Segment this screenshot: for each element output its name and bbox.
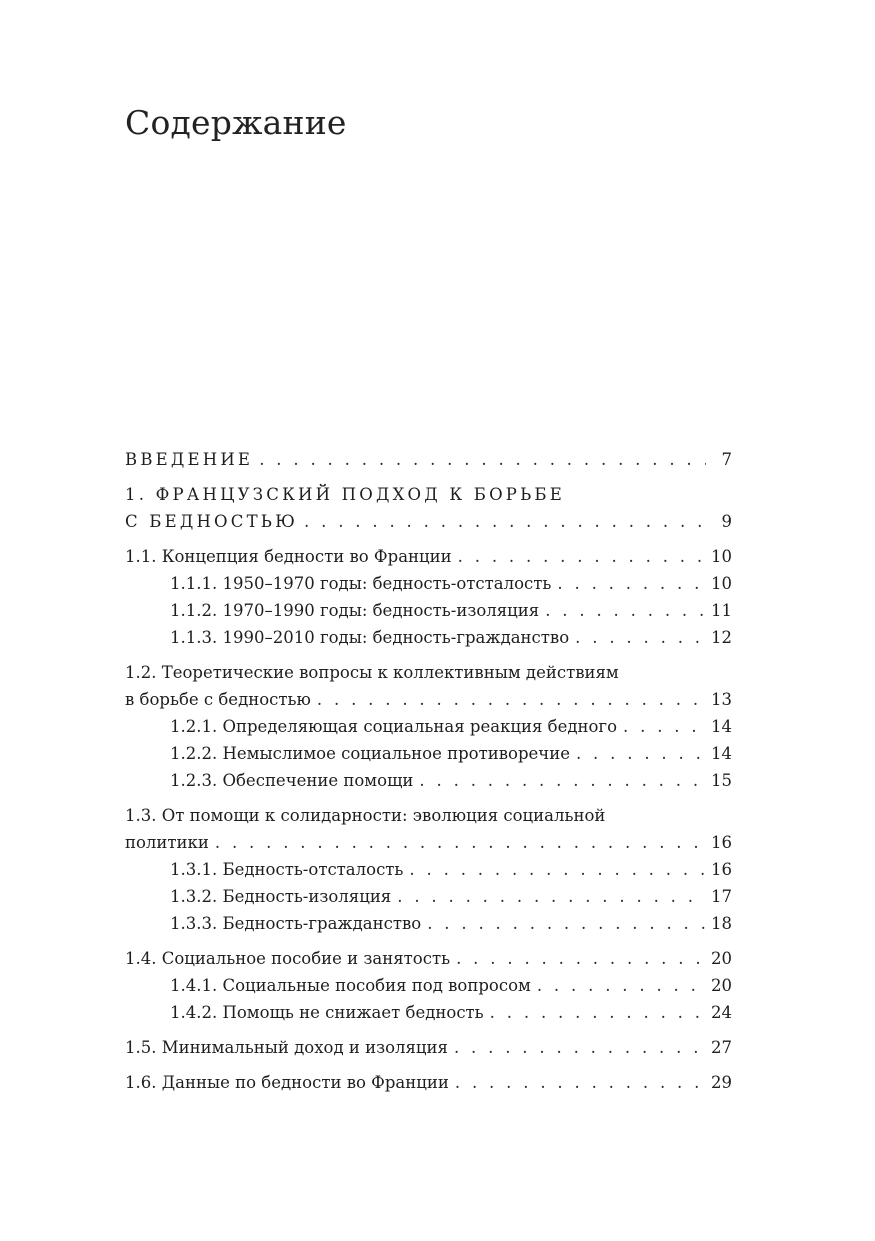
dot-leader <box>419 767 705 794</box>
toc-entry-1-5[interactable] <box>125 1034 732 1061</box>
toc-entry-text: 1.4. Социальное пособие и занятость <box>125 949 451 968</box>
toc-page-number: 12 <box>711 628 732 647</box>
toc-entry-text: 1.1.3. 1990–2010 годы: бедность-гражданство <box>170 628 570 647</box>
toc-page-number: 16 <box>711 833 732 852</box>
toc-page-number: 11 <box>711 601 732 620</box>
dot-leader <box>259 446 706 473</box>
dot-leader <box>490 999 705 1026</box>
dot-leader <box>576 740 705 767</box>
toc-page-number: 10 <box>711 547 732 566</box>
toc-entry-1-4-1[interactable] <box>170 972 732 999</box>
toc-page-number: 29 <box>711 1073 732 1092</box>
toc-entry-text: 1.6. Данные по бедности во Франции <box>125 1073 449 1092</box>
dot-leader <box>215 829 705 856</box>
toc-entry-text: 1.2.2. Немыслимое социальное противоречие <box>170 744 570 763</box>
toc-page-number: 17 <box>711 887 732 906</box>
toc-entry-1-3-2[interactable] <box>170 883 732 910</box>
toc-entry-text-line2: С БЕДНОСТЬЮ <box>125 512 299 531</box>
dot-leader <box>304 508 706 535</box>
dot-leader <box>458 543 705 570</box>
toc-page-number: 15 <box>711 771 732 790</box>
toc-entry-text-line2: в борьбе с бедностью <box>125 690 311 709</box>
toc-page-number: 14 <box>711 744 732 763</box>
toc-entry-text: 1.2.1. Определяющая социальная реакция бедного <box>170 717 618 736</box>
toc-entry-1-1-2[interactable] <box>170 597 732 624</box>
toc-page-number: 24 <box>711 1003 732 1022</box>
toc-page-number: 14 <box>711 717 732 736</box>
toc-entry-text: 1.3.3. Бедность-гражданство <box>170 914 422 933</box>
toc-entry-text: 1.3.2. Бедность-изоляция <box>170 887 392 906</box>
dot-leader <box>397 883 705 910</box>
toc-entry-text: 1.1. Концепция бедности во Франции <box>125 547 452 566</box>
toc-page-number: 27 <box>711 1038 732 1057</box>
toc-entry-text: 1.1.1. 1950–1970 годы: бедность-отсталость <box>170 574 552 593</box>
dot-leader <box>545 597 705 624</box>
dot-leader <box>575 624 705 651</box>
toc-entry-text: 1.4.1. Социальные пособия под вопросом <box>170 976 531 995</box>
toc-entry-intro[interactable] <box>125 446 732 473</box>
toc-entry-text: 1.4.2. Помощь не снижает бедность <box>170 1003 484 1022</box>
toc-entry-text-line2: политики <box>125 833 209 852</box>
toc-page-number: 7 <box>721 450 732 469</box>
toc-page-number: 16 <box>711 860 732 879</box>
toc-entry-1-1-1[interactable] <box>170 570 732 597</box>
toc-entry-1-2-2[interactable] <box>170 740 732 767</box>
toc-page-number: 20 <box>711 976 732 995</box>
toc-page-number: 10 <box>711 574 732 593</box>
toc-entry-chapter-1[interactable] <box>125 481 732 535</box>
dot-leader <box>623 713 705 740</box>
toc-entry-text: 1.2.3. Обеспечение помощи <box>170 771 414 790</box>
toc-entry-text: 1.5. Минимальный доход и изоляция <box>125 1038 448 1057</box>
toc-entry-1-1[interactable] <box>125 543 732 570</box>
toc-entry-1-4-2[interactable] <box>170 999 732 1026</box>
dot-leader <box>557 570 705 597</box>
toc-page-number: 18 <box>711 914 732 933</box>
toc-entry-1-1-3[interactable] <box>170 624 732 651</box>
toc-entry-text-line1: 1.2. Теоретические вопросы к коллективным действиям <box>125 663 619 682</box>
dot-leader <box>317 686 705 713</box>
dot-leader <box>537 972 705 999</box>
toc-entry-1-3-3[interactable] <box>170 910 732 937</box>
dot-leader <box>427 910 705 937</box>
toc-page-number: 20 <box>711 949 732 968</box>
toc-entry-1-2-3[interactable] <box>170 767 732 794</box>
toc-entry-1-2-1[interactable] <box>170 713 732 740</box>
dot-leader <box>455 1069 705 1096</box>
toc-page-number: 9 <box>721 512 732 531</box>
table-of-contents <box>125 446 732 1096</box>
toc-entry-1-3[interactable] <box>125 802 732 856</box>
toc-entry-text-line1: 1.3. От помощи к солидарности: эволюция социальной <box>125 806 606 825</box>
page-title: Содержание <box>125 103 347 142</box>
dot-leader <box>409 856 705 883</box>
toc-entry-1-4[interactable] <box>125 945 732 972</box>
toc-entry-text: 1.3.1. Бедность-отсталость <box>170 860 404 879</box>
toc-page-number: 13 <box>711 690 732 709</box>
dot-leader <box>456 945 705 972</box>
toc-entry-1-3-1[interactable] <box>170 856 732 883</box>
dot-leader <box>454 1034 705 1061</box>
toc-entry-text: 1.1.2. 1970–1990 годы: бедность-изоляция <box>170 601 540 620</box>
toc-entry-1-2[interactable] <box>125 659 732 713</box>
toc-entry-text: ВВЕДЕНИЕ <box>125 450 254 469</box>
toc-entry-text-line1: 1. ФРАНЦУЗСКИЙ ПОДХОД К БОРЬБЕ <box>125 485 566 504</box>
toc-entry-1-6[interactable] <box>125 1069 732 1096</box>
